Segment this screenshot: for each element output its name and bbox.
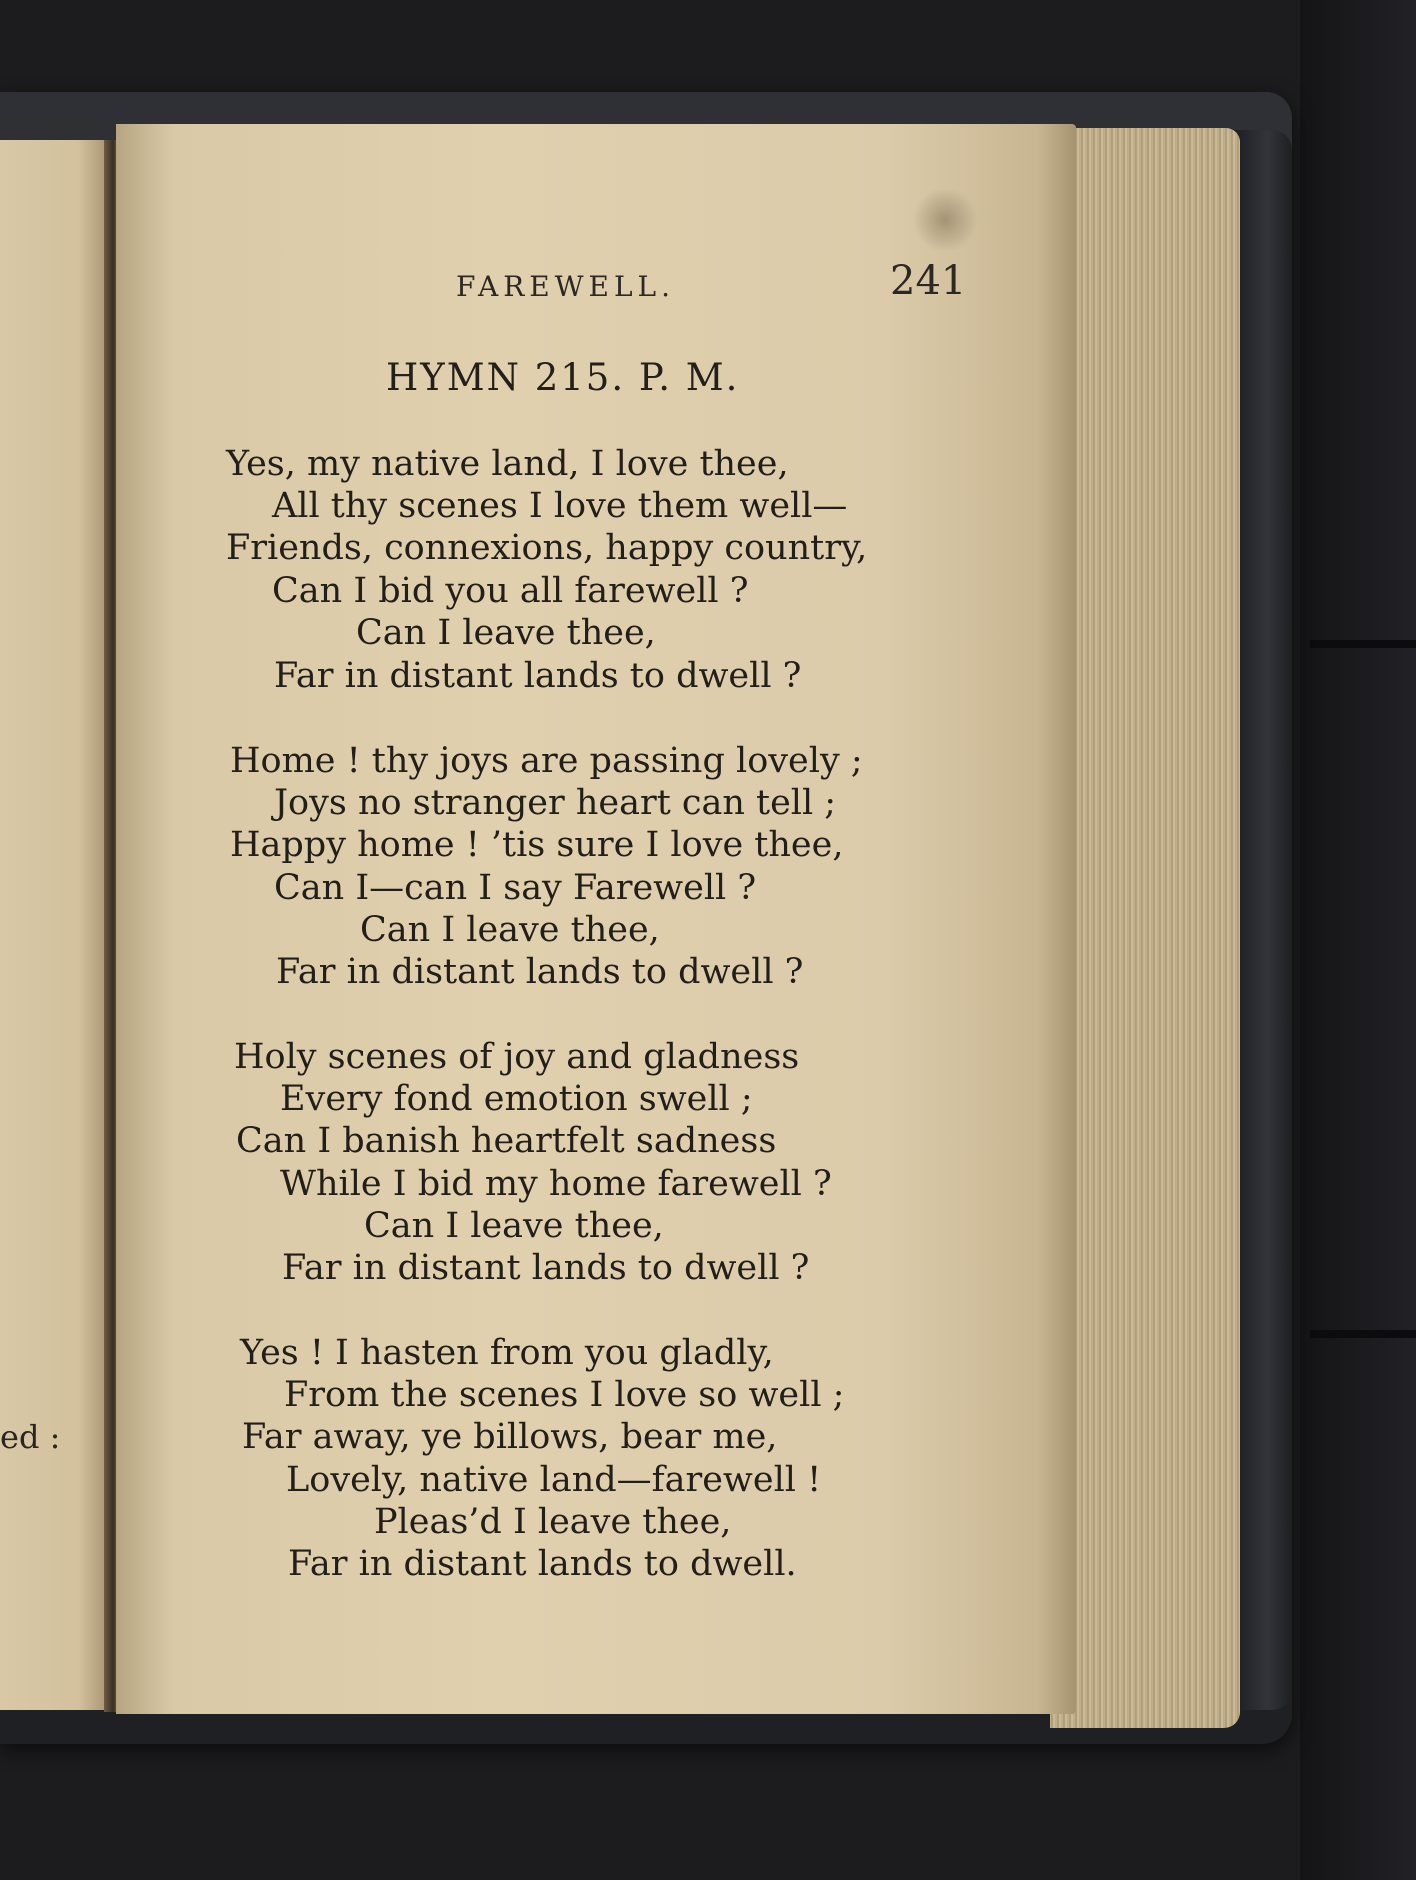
hymn-title: HYMN 215. P. M.: [386, 356, 740, 399]
verse-line: Friends, connexions, happy country,: [226, 528, 868, 568]
backdrop: [1300, 0, 1416, 1880]
verse-line: Far away, ye billows, bear me,: [242, 1417, 778, 1457]
verse-line: Yes, my native land, I love thee,: [226, 444, 789, 484]
verse-line: Can I leave thee,: [356, 613, 656, 653]
verse-line: Can I leave thee,: [360, 910, 660, 950]
running-head: FAREWELL.: [456, 270, 676, 303]
verse-line: Far in distant lands to dwell ?: [276, 952, 804, 992]
left-page-text: ed :: [0, 1418, 61, 1456]
verse-line: Can I—can I say Farewell ?: [274, 868, 757, 908]
verse-line: Far in distant lands to dwell.: [288, 1544, 797, 1584]
verse-line: Can I bid you all farewell ?: [272, 571, 749, 611]
verse-line: Holy scenes of joy and gladness: [234, 1037, 800, 1077]
verse-line: Happy home ! ’tis sure I love thee,: [230, 825, 844, 865]
verse-line: Home ! thy joys are passing lovely ;: [230, 741, 863, 781]
verse-line: Lovely, native land—farewell !: [286, 1460, 822, 1500]
page-number: 241: [890, 258, 967, 304]
page-edges: [1050, 128, 1240, 1728]
verse-line: Far in distant lands to dwell ?: [274, 656, 802, 696]
verse-line: Every fond emotion swell ;: [280, 1079, 753, 1119]
verse-line: Can I leave thee,: [364, 1206, 664, 1246]
verse-line: Joys no stranger heart can tell ;: [274, 783, 837, 823]
verse-line: Pleas’d I leave thee,: [374, 1502, 732, 1542]
left-page: [0, 140, 112, 1710]
verse-line: All thy scenes I love them well—: [272, 486, 848, 526]
page-stain: [910, 190, 980, 250]
verse-line: While I bid my home farewell ?: [280, 1164, 832, 1204]
verse-line: Yes ! I hasten from you gladly,: [240, 1333, 774, 1373]
verse-line: Far in distant lands to dwell ?: [282, 1248, 810, 1288]
backdrop-edge: [1310, 1330, 1416, 1338]
backdrop-edge: [1310, 640, 1416, 648]
verse-line: From the scenes I love so well ;: [284, 1375, 845, 1415]
verse-line: Can I banish heartfelt sadness: [236, 1121, 777, 1161]
